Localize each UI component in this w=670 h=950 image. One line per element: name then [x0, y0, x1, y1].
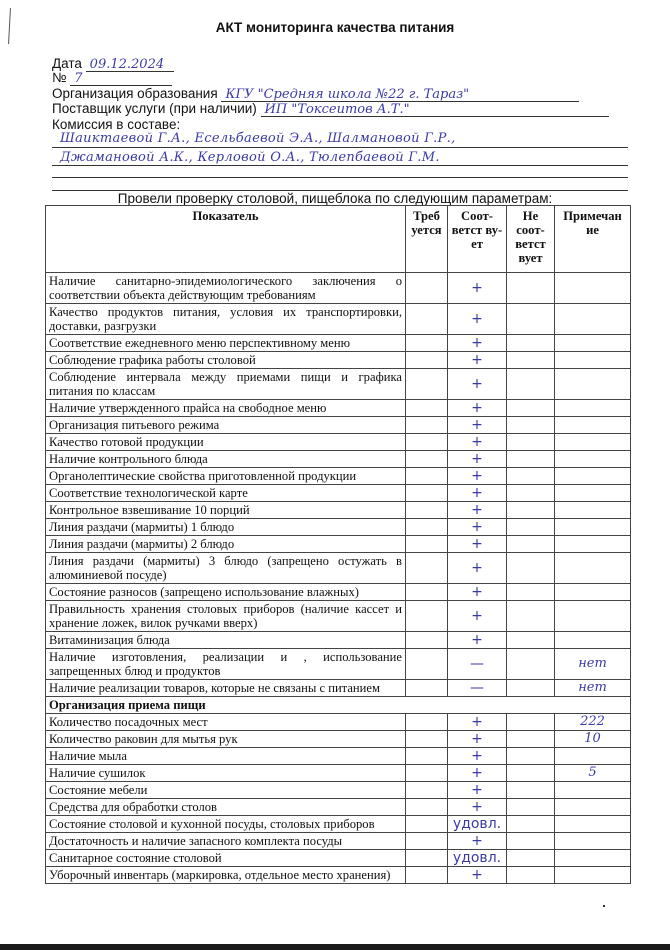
commission-label: Комиссия в составе: [52, 117, 181, 132]
indicator-cell: Органолептические свойства приготовленной продукции [46, 468, 406, 485]
note-cell [555, 304, 631, 335]
indicator-cell: Наличие утвержденного прайса на свободное меню [46, 400, 406, 417]
indicator-cell: Качество продуктов питания, условия их транспортировки, доставки, разгрузки [46, 304, 406, 335]
complies-cell: удовл. [448, 816, 507, 833]
scan-bottom-edge [0, 944, 670, 950]
complies-cell: + [448, 369, 507, 400]
note-cell [555, 553, 631, 584]
indicator-cell: Линия раздачи (мармиты) 3 блюдо (запрещено остужать в алюминиевой посуде) [46, 553, 406, 584]
inspection-table [45, 205, 631, 884]
not-complies-cell [507, 799, 555, 816]
table-row [46, 714, 631, 731]
complies-cell: + [448, 765, 507, 782]
not-complies-cell [507, 468, 555, 485]
note-cell [555, 632, 631, 649]
header-not-complies: Не соот-ветст вует [507, 206, 555, 273]
note-cell [555, 850, 631, 867]
note-cell [555, 352, 631, 369]
note-cell [555, 782, 631, 799]
complies-cell: + [448, 304, 507, 335]
required-cell [406, 352, 448, 369]
supplier-label: Поставщик услуги (при наличии) [52, 101, 257, 116]
complies-cell: + [448, 833, 507, 850]
required-cell [406, 434, 448, 451]
complies-cell: удовл. [448, 850, 507, 867]
not-complies-cell [507, 782, 555, 799]
organization-value: КГУ "Средняя школа №22 г. Тараз" [221, 88, 579, 102]
not-complies-cell [507, 632, 555, 649]
indicator-cell: Наличие реализации товаров, которые не связаны с питанием [46, 680, 406, 697]
commission-underline-3 [52, 177, 628, 178]
table-row [46, 731, 631, 748]
not-complies-cell [507, 536, 555, 553]
not-complies-cell [507, 434, 555, 451]
complies-cell: + [448, 714, 507, 731]
table-row [46, 352, 631, 369]
table-row [46, 799, 631, 816]
header-complies: Соот-ветст ву-ет [448, 206, 507, 273]
note-cell [555, 867, 631, 884]
table-row [46, 400, 631, 417]
required-cell [406, 632, 448, 649]
indicator-cell: Санитарное состояние столовой [46, 850, 406, 867]
required-cell [406, 335, 448, 352]
complies-cell: + [448, 867, 507, 884]
note-cell [555, 485, 631, 502]
note-cell [555, 502, 631, 519]
organization-label: Организация образования [52, 86, 218, 101]
note-cell [555, 417, 631, 434]
table-row [46, 649, 631, 680]
complies-cell: + [448, 519, 507, 536]
required-cell [406, 369, 448, 400]
not-complies-cell [507, 765, 555, 782]
not-complies-cell [507, 352, 555, 369]
table-row [46, 833, 631, 850]
indicator-cell: Линия раздачи (мармиты) 2 блюдо [46, 536, 406, 553]
complies-cell: + [448, 584, 507, 601]
required-cell [406, 502, 448, 519]
not-complies-cell [507, 273, 555, 304]
indicator-cell: Состояние мебели [46, 782, 406, 799]
required-cell [406, 714, 448, 731]
document-title: АКТ мониторинга качества питания [215, 20, 455, 35]
not-complies-cell [507, 519, 555, 536]
table-row [46, 434, 631, 451]
complies-cell: + [448, 485, 507, 502]
not-complies-cell [507, 867, 555, 884]
complies-cell: + [448, 502, 507, 519]
required-cell [406, 731, 448, 748]
table-row [46, 451, 631, 468]
complies-cell: + [448, 536, 507, 553]
note-cell [555, 273, 631, 304]
table-row [46, 816, 631, 833]
supplier-value: ИП "Токсеитов А.Т." [261, 103, 609, 117]
table-row [46, 502, 631, 519]
required-cell [406, 748, 448, 765]
not-complies-cell [507, 553, 555, 584]
commission-underline-1 [52, 147, 628, 148]
commission-underline-2 [52, 165, 628, 166]
complies-cell: + [448, 601, 507, 632]
note-cell [555, 799, 631, 816]
table-header-row [46, 206, 631, 273]
table-row [46, 485, 631, 502]
not-complies-cell [507, 400, 555, 417]
note-cell [555, 536, 631, 553]
not-complies-cell [507, 731, 555, 748]
table-row [46, 273, 631, 304]
section-title: Организация приема пищи [46, 697, 631, 714]
number-label: № [52, 70, 67, 85]
not-complies-cell [507, 816, 555, 833]
required-cell [406, 649, 448, 680]
complies-cell: + [448, 782, 507, 799]
required-cell [406, 304, 448, 335]
complies-cell: + [448, 632, 507, 649]
indicator-cell: Достаточность и наличие запасного комплекта посуды [46, 833, 406, 850]
not-complies-cell [507, 584, 555, 601]
indicator-cell: Контрольное взвешивание 10 порций [46, 502, 406, 519]
note-cell [555, 335, 631, 352]
complies-cell: + [448, 417, 507, 434]
complies-cell: + [448, 553, 507, 584]
indicator-cell: Соблюдение интервала между приемами пищи и графика питания по классам [46, 369, 406, 400]
note-cell: нет [555, 680, 631, 697]
note-cell: нет [555, 649, 631, 680]
complies-cell: + [448, 731, 507, 748]
complies-cell: + [448, 748, 507, 765]
note-cell [555, 451, 631, 468]
required-cell [406, 417, 448, 434]
required-cell [406, 451, 448, 468]
not-complies-cell [507, 850, 555, 867]
required-cell [406, 553, 448, 584]
scan-speck [603, 905, 605, 907]
required-cell [406, 400, 448, 417]
indicator-cell: Наличие изготовления, реализации и , использование запрещенных блюд и продуктов [46, 649, 406, 680]
indicator-cell: Состояние разносов (запрещено использование влажных) [46, 584, 406, 601]
required-cell [406, 584, 448, 601]
commission-line-2: Джамановой А.К., Керловой О.А., Тюлепбаевой Г.М. [60, 150, 440, 165]
table-row [46, 335, 631, 352]
indicator-cell: Соблюдение графика работы столовой [46, 352, 406, 369]
table-row [46, 468, 631, 485]
header-note: Примечан ие [555, 206, 631, 273]
indicator-cell: Количество раковин для мытья рук [46, 731, 406, 748]
table-row [46, 601, 631, 632]
not-complies-cell [507, 369, 555, 400]
complies-cell: + [448, 434, 507, 451]
not-complies-cell [507, 417, 555, 434]
note-cell [555, 748, 631, 765]
table-row [46, 867, 631, 884]
table-body [46, 273, 631, 884]
required-cell [406, 680, 448, 697]
note-cell: 10 [555, 731, 631, 748]
indicator-cell: Наличие сушилок [46, 765, 406, 782]
date-value: 09.12.2024 [86, 58, 174, 72]
complies-cell: — [448, 680, 507, 697]
table-row [46, 748, 631, 765]
note-cell [555, 584, 631, 601]
indicator-cell: Правильность хранения столовых приборов (наличие кассет и хранение ложек, вилок ручками вверх) [46, 601, 406, 632]
note-cell [555, 816, 631, 833]
table-row [46, 765, 631, 782]
required-cell [406, 485, 448, 502]
table-row [46, 782, 631, 799]
required-cell [406, 799, 448, 816]
section-row [46, 697, 631, 714]
indicator-cell: Средства для обработки столов [46, 799, 406, 816]
not-complies-cell [507, 748, 555, 765]
organization-field [52, 86, 579, 102]
complies-cell: + [448, 335, 507, 352]
required-cell [406, 782, 448, 799]
indicator-cell: Соответствие ежедневного меню перспективному меню [46, 335, 406, 352]
table-row [46, 584, 631, 601]
table-row [46, 304, 631, 335]
not-complies-cell [507, 304, 555, 335]
note-cell [555, 833, 631, 850]
table-row [46, 850, 631, 867]
supplier-field [52, 101, 609, 117]
not-complies-cell [507, 451, 555, 468]
required-cell [406, 816, 448, 833]
indicator-cell: Состояние столовой и кухонной посуды, столовых приборов [46, 816, 406, 833]
note-cell [555, 519, 631, 536]
not-complies-cell [507, 649, 555, 680]
not-complies-cell [507, 680, 555, 697]
indicator-cell: Наличие санитарно-эпидемиологического заключения о соответствии объекта действующим требованиям [46, 273, 406, 304]
table-row [46, 553, 631, 584]
indicator-cell: Соответствие технологической карте [46, 485, 406, 502]
date-label: Дата [52, 56, 82, 71]
note-cell [555, 601, 631, 632]
not-complies-cell [507, 601, 555, 632]
indicator-cell: Витаминизация блюда [46, 632, 406, 649]
required-cell [406, 519, 448, 536]
table-row [46, 519, 631, 536]
table-row [46, 632, 631, 649]
note-cell: 5 [555, 765, 631, 782]
table-row [46, 417, 631, 434]
required-cell [406, 601, 448, 632]
required-cell [406, 833, 448, 850]
indicator-cell: Наличие контрольного блюда [46, 451, 406, 468]
table-row [46, 680, 631, 697]
indicator-cell: Линия раздачи (мармиты) 1 блюдо [46, 519, 406, 536]
table-row [46, 369, 631, 400]
header-required: Треб уется [406, 206, 448, 273]
indicator-cell: Количество посадочных мест [46, 714, 406, 731]
number-value: 7 [70, 72, 172, 86]
indicator-cell: Качество готовой продукции [46, 434, 406, 451]
commission-line-1: Шаиктаевой Г.А., Есельбаевой Э.А., Шалмановой Г.Р., [60, 131, 456, 146]
note-cell [555, 468, 631, 485]
not-complies-cell [507, 335, 555, 352]
complies-cell: + [448, 273, 507, 304]
table-row [46, 536, 631, 553]
complies-cell: + [448, 468, 507, 485]
complies-cell: — [448, 649, 507, 680]
required-cell [406, 765, 448, 782]
note-cell [555, 434, 631, 451]
not-complies-cell [507, 714, 555, 731]
note-cell: 222 [555, 714, 631, 731]
indicator-cell: Наличие мыла [46, 748, 406, 765]
not-complies-cell [507, 502, 555, 519]
note-cell [555, 369, 631, 400]
note-cell [555, 400, 631, 417]
not-complies-cell [507, 833, 555, 850]
required-cell [406, 867, 448, 884]
indicator-cell: Организация питьевого режима [46, 417, 406, 434]
indicator-cell: Уборочный инвентарь (маркировка, отдельное место хранения) [46, 867, 406, 884]
required-cell [406, 468, 448, 485]
inspection-intro: Провели проверку столовой, пищеблока по следующим параметрам: [117, 191, 553, 206]
complies-cell: + [448, 400, 507, 417]
required-cell [406, 273, 448, 304]
not-complies-cell [507, 485, 555, 502]
complies-cell: + [448, 352, 507, 369]
required-cell [406, 850, 448, 867]
required-cell [406, 536, 448, 553]
complies-cell: + [448, 451, 507, 468]
complies-cell: + [448, 799, 507, 816]
number-field [52, 70, 172, 86]
header-indicator: Показатель [46, 206, 406, 273]
